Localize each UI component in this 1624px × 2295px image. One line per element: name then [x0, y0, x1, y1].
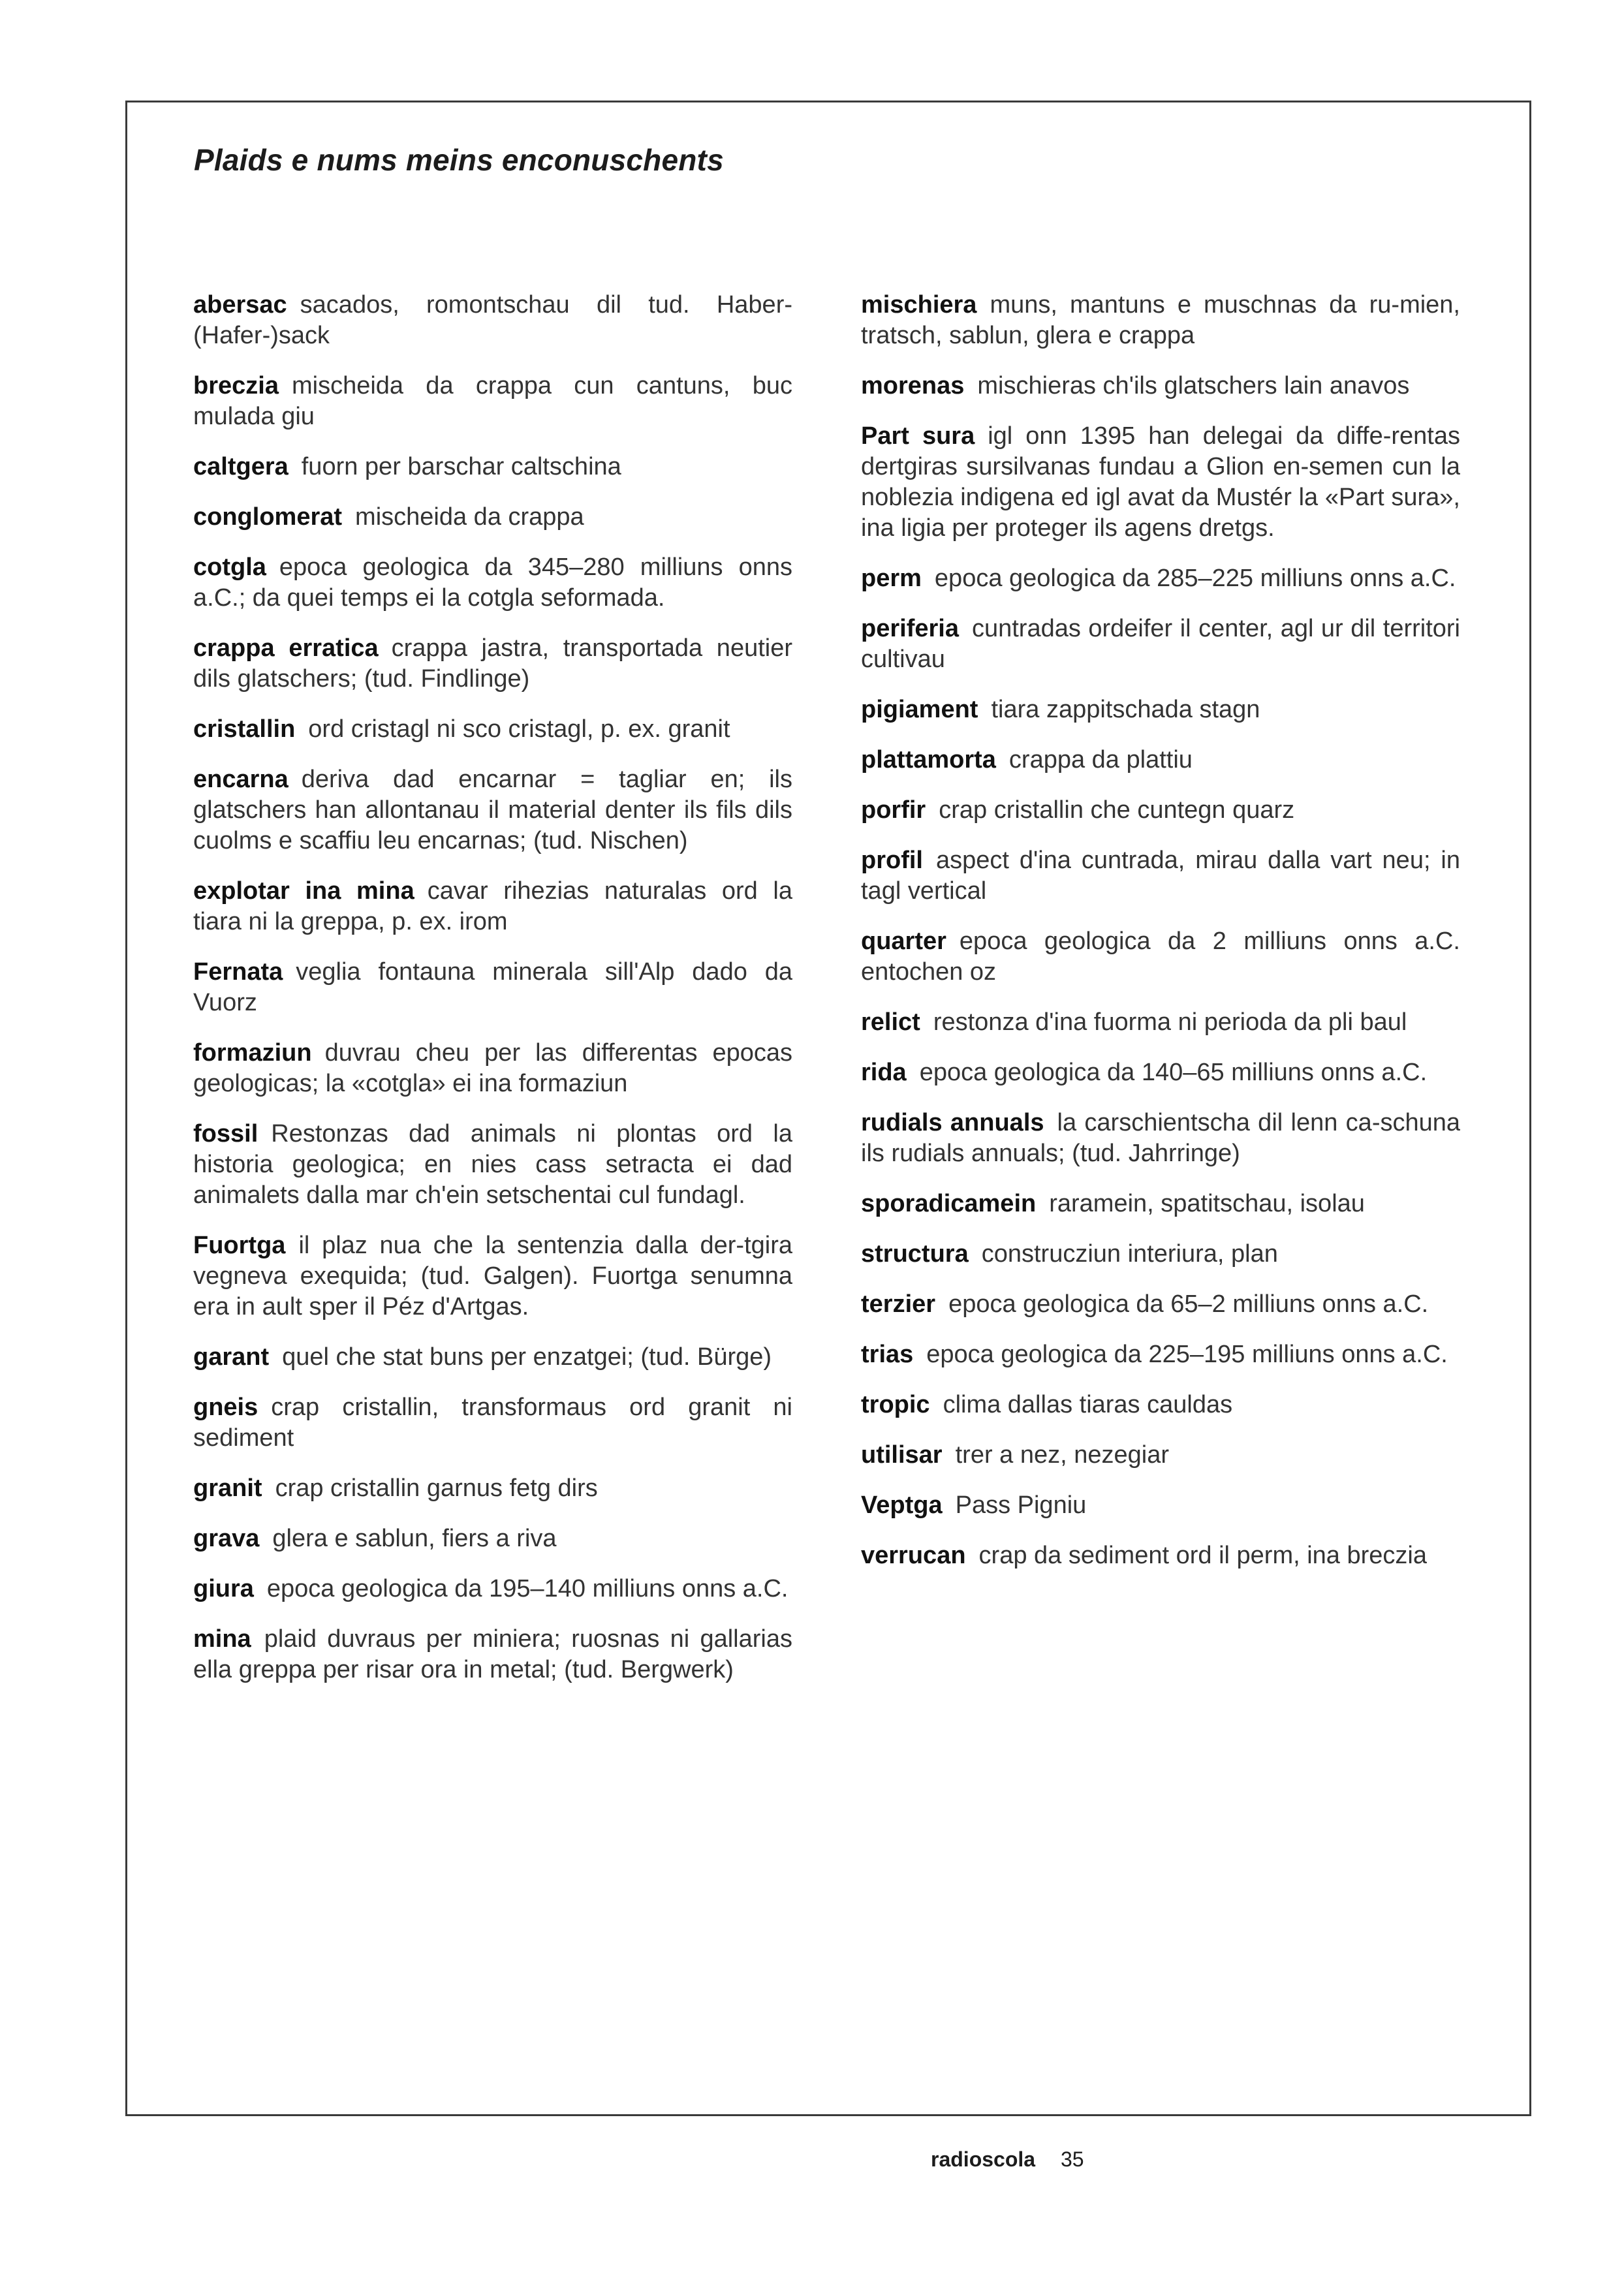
glossary-term: encarna	[193, 766, 289, 793]
glossary-definition: epoca geologica da 195–140 milliuns onns a.C.	[266, 1575, 789, 1602]
glossary-definition: mischeida da crappa	[355, 503, 584, 531]
page-number: 35	[1060, 2147, 1084, 2171]
glossary-definition: la carschientscha dil lenn ca-schuna ils rudials annuals; (tud. Jahrringe)	[861, 1109, 1461, 1167]
footer-brand: radioscola	[931, 2147, 1036, 2171]
glossary-definition: clima dallas tiaras cauldas	[943, 1391, 1233, 1418]
glossary-entry	[193, 1473, 792, 1504]
glossary-entry	[193, 1119, 792, 1211]
glossary-term: structura	[861, 1240, 969, 1268]
glossary-entry	[193, 876, 792, 937]
glossary-definition: epoca geologica da 225–195 milliuns onns a.C.	[926, 1341, 1448, 1368]
glossary-definition: aspect d'ina cuntrada, mirau dalla vart neu; in tagl vertical	[861, 847, 1460, 905]
glossary-term: terzier	[861, 1290, 936, 1318]
glossary-entry	[861, 795, 1460, 826]
glossary-definition: igl onn 1395 han delegai da diffe-rentas dertgiras sursilvanas fundau a Glion en-semen cun la noblezia indigena ed igl avat da Mustér la «Part sura», ina ligia per proteger ils agens dretgs.	[861, 422, 1461, 542]
glossary-term: caltgera	[193, 453, 289, 480]
glossary-definition: epoca geologica da 345–280 milliuns onns a.C.; da quei temps ei la cotgla seformada.	[193, 554, 792, 612]
page-title: Plaids e nums meins enconuschents	[194, 143, 724, 177]
glossary-definition: quel che stat buns per enzatgei; (tud. Bürge)	[282, 1343, 772, 1371]
glossary-entry	[861, 695, 1460, 725]
glossary-term: crappa erratica	[193, 634, 379, 662]
glossary-definition: crap da sediment ord il perm, ina breczia	[978, 1542, 1427, 1569]
glossary-term: profil	[861, 847, 923, 874]
glossary-entry	[861, 1490, 1460, 1521]
glossary-column-right	[861, 290, 1460, 1591]
glossary-definition: mischieras ch'ils glatschers lain anavos	[977, 372, 1410, 399]
glossary-entry	[861, 1007, 1460, 1038]
glossary-entry	[861, 1108, 1460, 1169]
glossary-entry	[861, 1057, 1460, 1088]
glossary-definition: construcziun interiura, plan	[981, 1240, 1278, 1268]
glossary-entry	[861, 563, 1460, 594]
glossary-term: utilisar	[861, 1441, 943, 1469]
glossary-term: perm	[861, 565, 922, 592]
glossary-definition: epoca geologica da 285–225 milliuns onns a.C.	[934, 565, 1456, 592]
glossary-entry	[861, 926, 1460, 988]
glossary-entry	[193, 502, 792, 533]
glossary-term: Part sura	[861, 422, 975, 450]
glossary-entry	[861, 1540, 1460, 1571]
glossary-entry	[861, 1390, 1460, 1420]
glossary-entry	[861, 614, 1460, 675]
page-footer	[931, 2147, 1084, 2172]
glossary-definition: Restonzas dad animals ni plontas ord la historia geologica; en nies cass setracta ei dad animalets dalla mar ch'ein setschentai cul fundagl.	[193, 1120, 792, 1209]
glossary-term: breczia	[193, 372, 279, 399]
glossary-definition: ord cristagl ni sco cristagl, p. ex. granit	[308, 715, 730, 743]
glossary-entry	[861, 1189, 1460, 1219]
glossary-entry	[193, 764, 792, 856]
glossary-entry	[861, 1440, 1460, 1471]
glossary-definition: duvrau cheu per las differentas epocas geologicas; la «cotgla» ei ina formaziun	[193, 1039, 792, 1097]
glossary-entry	[193, 290, 792, 351]
glossary-entry	[193, 714, 792, 745]
glossary-entry	[193, 633, 792, 695]
glossary-entry	[861, 745, 1460, 775]
glossary-term: garant	[193, 1343, 270, 1371]
glossary-term: sporadicamein	[861, 1190, 1037, 1217]
glossary-definition: cavar rihezias naturalas ord la tiara ni la greppa, p. ex. irom	[193, 877, 792, 935]
glossary-definition: veglia fontauna minerala sill'Alp dado da Vuorz	[193, 958, 792, 1016]
glossary-entry	[861, 1239, 1460, 1270]
glossary-definition: tiara zappitschada stagn	[991, 696, 1260, 723]
glossary-definition: il plaz nua che la sentenzia dalla der-tgira vegneva exequida; (tud. Galgen). Fuortga senumna era in ault sper il Péz d'Artgas.	[193, 1232, 792, 1320]
glossary-definition: muns, mantuns e muschnas da ru-mien, tratsch, sablun, glera e crappa	[861, 291, 1460, 349]
glossary-definition: crappa da plattiu	[1008, 746, 1193, 773]
glossary-definition: restonza d'ina fuorma ni perioda da pli baul	[933, 1008, 1407, 1036]
glossary-definition: epoca geologica da 2 milliuns onns a.C. entochen oz	[861, 928, 1460, 986]
glossary-entry	[861, 290, 1460, 351]
glossary-definition: deriva dad encarnar = tagliar en; ils glatschers han allontanau il material denter ils fils dils cuolms e scaffiu leu encarnas; (tud. Nischen)	[193, 766, 792, 854]
glossary-definition: crap cristallin garnus fetg dirs	[275, 1475, 598, 1502]
glossary-term: granit	[193, 1475, 262, 1502]
glossary-term: verrucan	[861, 1542, 966, 1569]
glossary-entry	[861, 1289, 1460, 1320]
glossary-definition: crap cristallin che cuntegn quarz	[939, 796, 1295, 824]
glossary-term: Fernata	[193, 958, 283, 986]
glossary-entry	[861, 421, 1460, 544]
glossary-entry	[193, 1574, 792, 1604]
glossary-entry	[193, 1523, 792, 1554]
glossary-term: giura	[193, 1575, 254, 1602]
glossary-term: rida	[861, 1059, 907, 1086]
glossary-term: cotgla	[193, 554, 266, 581]
glossary-entry	[193, 1392, 792, 1454]
glossary-term: gneis	[193, 1394, 258, 1421]
glossary-term: explotar ina mina	[193, 877, 414, 905]
glossary-entry	[193, 371, 792, 432]
glossary-term: cristallin	[193, 715, 296, 743]
glossary-entry	[193, 552, 792, 614]
glossary-definition: epoca geologica da 65–2 milliuns onns a.C.	[948, 1290, 1429, 1318]
glossary-term: formaziun	[193, 1039, 312, 1067]
glossary-definition: cuntradas ordeifer il center, agl ur dil territori cultivau	[861, 615, 1460, 673]
glossary-term: mischiera	[861, 291, 977, 319]
glossary-term: mina	[193, 1625, 251, 1653]
glossary-entry	[193, 1230, 792, 1322]
glossary-definition: Pass Pigniu	[955, 1491, 1087, 1519]
glossary-term: relict	[861, 1008, 920, 1036]
glossary-term: quarter	[861, 928, 946, 955]
glossary-term: Veptga	[861, 1491, 943, 1519]
glossary-entry	[861, 1339, 1460, 1370]
glossary-entry	[861, 371, 1460, 401]
glossary-entry	[193, 957, 792, 1018]
glossary-entry	[193, 452, 792, 482]
glossary-term: pigiament	[861, 696, 978, 723]
glossary-definition: raramein, spatitschau, isolau	[1049, 1190, 1365, 1217]
glossary-term: trias	[861, 1341, 914, 1368]
glossary-definition: epoca geologica da 140–65 milliuns onns a.C.	[919, 1059, 1428, 1086]
glossary-entry	[193, 1624, 792, 1685]
glossary-definition: crappa jastra, transportada neutier dils glatschers; (tud. Findlinge)	[193, 634, 792, 693]
glossary-entry	[193, 1038, 792, 1099]
glossary-definition: sacados, romontschau dil tud. Haber-(Hafer-)sack	[193, 291, 792, 349]
glossary-term: conglomerat	[193, 503, 343, 531]
glossary-definition: trer a nez, nezegiar	[955, 1441, 1170, 1469]
glossary-term: Fuortga	[193, 1232, 286, 1259]
glossary-definition: fuorn per barschar caltschina	[301, 453, 621, 480]
glossary-entry	[861, 845, 1460, 907]
glossary-term: grava	[193, 1525, 260, 1552]
glossary-definition: glera e sablun, fiers a riva	[272, 1525, 557, 1552]
glossary-column-left	[193, 290, 792, 1705]
glossary-term: porfir	[861, 796, 926, 824]
glossary-definition: crap cristallin, transformaus ord granit ni sediment	[193, 1394, 792, 1452]
glossary-term: plattamorta	[861, 746, 996, 773]
glossary-term: rudials annuals	[861, 1109, 1044, 1136]
glossary-definition: mischeida da crappa cun cantuns, buc mulada giu	[193, 372, 792, 430]
glossary-term: morenas	[861, 372, 965, 399]
glossary-term: abersac	[193, 291, 287, 319]
glossary-definition: plaid duvraus per miniera; ruosnas ni gallarias ella greppa per risar ora in metal; (tud. Bergwerk)	[193, 1625, 792, 1683]
glossary-entry	[193, 1342, 792, 1373]
glossary-term: tropic	[861, 1391, 930, 1418]
glossary-term: fossil	[193, 1120, 258, 1148]
glossary-term: periferia	[861, 615, 959, 642]
